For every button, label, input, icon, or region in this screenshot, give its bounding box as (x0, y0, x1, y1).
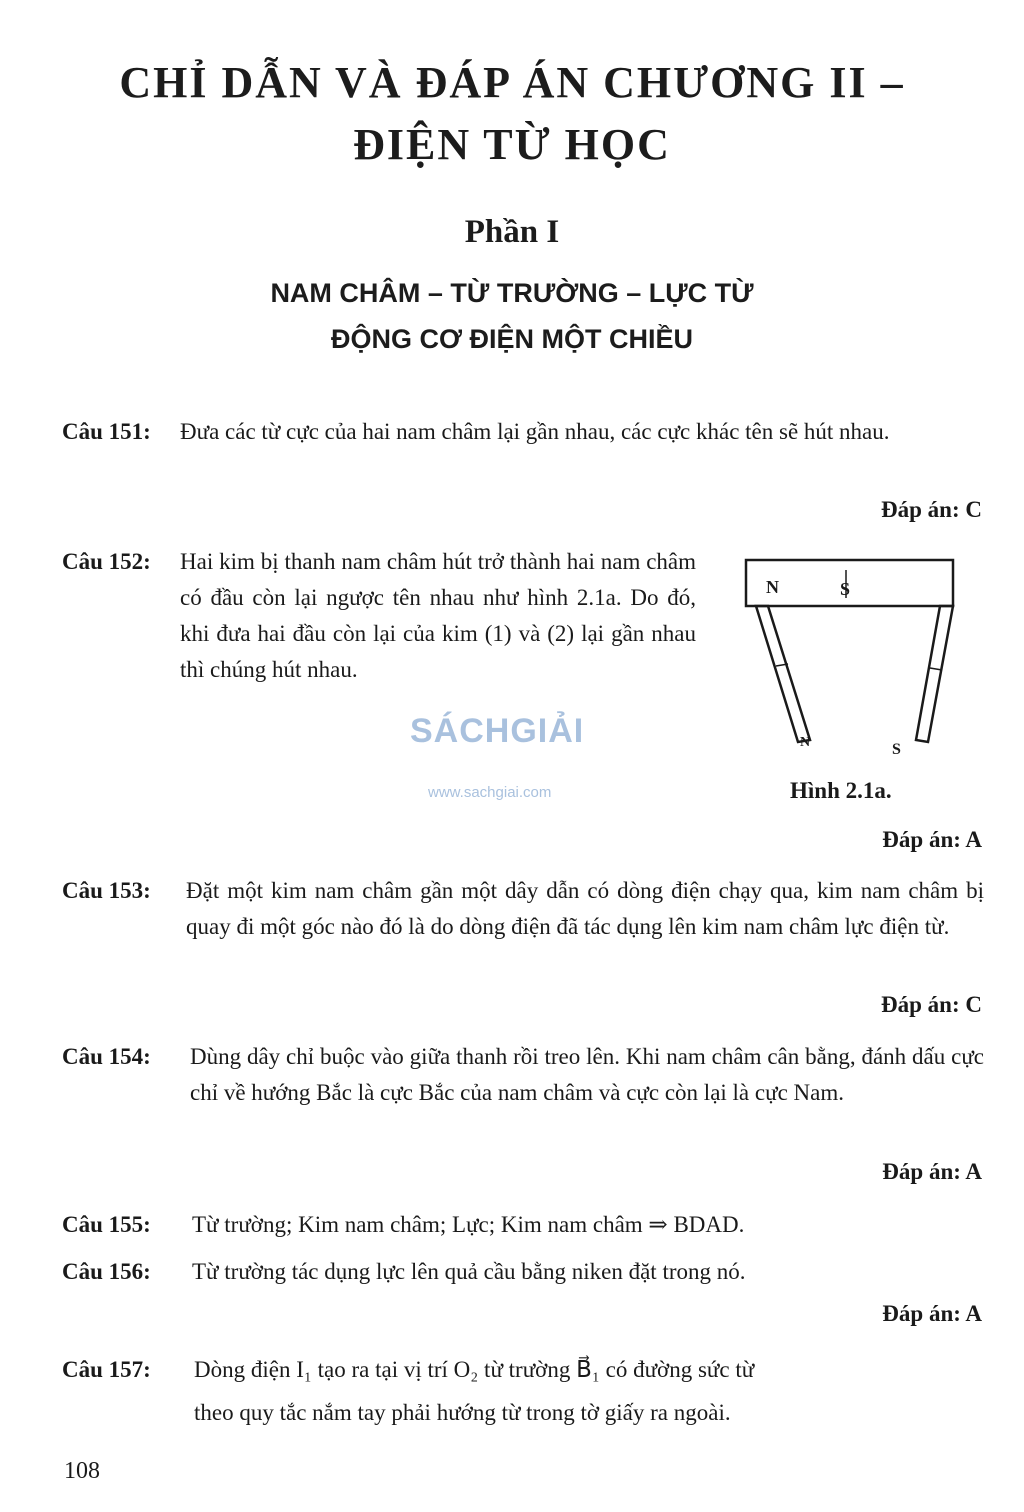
answer-152: Đáp án: A (882, 827, 982, 852)
watermark-brand: SÁCHGIẢI (410, 712, 585, 750)
question-text: Từ trường tác dụng lực lên quả cầu bằng niken đặt trong nó. (192, 1259, 746, 1284)
question-153 (62, 873, 984, 983)
section-title-line2: ĐỘNG CƠ ĐIỆN MỘT CHIỀU (330, 324, 694, 354)
question-157 (62, 1352, 984, 1442)
question-151 (62, 414, 984, 494)
section-title-line1: NAM CHÂM – TỪ TRƯỜNG – LỰC TỪ (270, 278, 754, 308)
question-text: Từ trường; Kim nam châm; Lực; Kim nam châm ⇒ BDAD. (192, 1212, 745, 1237)
question-text: Đưa các từ cực của hai nam châm lại gần nhau, các cực khác tên sẽ hút nhau. (180, 419, 890, 444)
answer-153: Đáp án: C (881, 992, 982, 1017)
question-156 (62, 1254, 984, 1294)
question-label: Câu 152: (62, 549, 151, 574)
chapter-title-line2: ĐIỆN TỪ HỌC (353, 120, 671, 169)
watermark-url: www.sachgiai.com (428, 784, 552, 801)
chapter-title (0, 52, 1024, 176)
question-label: Câu 156: (62, 1259, 151, 1284)
answer-156: Đáp án: A (882, 1301, 982, 1326)
question-text: Dùng dây chỉ buộc vào giữa thanh rồi treo lên. Khi nam châm cân bằng, đánh dấu cực chỉ về hướng Bắc là cực Bắc của nam châm và cực còn lại là cực Nam. (190, 1044, 984, 1105)
needle-2-s-label: S (892, 741, 901, 758)
question-label: Câu 157: (62, 1357, 151, 1382)
question-text-line1: Dòng điện I₁ tạo ra tại vị trí O₂ từ trường B⃗₁ có đường sức từ (194, 1357, 755, 1382)
chapter-title-line1: CHỈ DẪN VÀ ĐÁP ÁN CHƯƠNG II – (119, 58, 905, 107)
needle-2 (916, 606, 953, 742)
page-number: 108 (64, 1458, 100, 1484)
watermark (410, 712, 620, 802)
needle-1 (756, 606, 810, 742)
answer-151: Đáp án: C (881, 497, 982, 522)
question-text-line2: theo quy tắc nắm tay phải hướng từ trong tờ giấy ra ngoài. (194, 1400, 731, 1425)
bar-n-label: N (766, 577, 779, 597)
bar-s-label: S (840, 579, 851, 599)
needle-1-n-label: N (800, 735, 811, 750)
figure-magnet-needles (736, 548, 966, 768)
question-label: Câu 153: (62, 878, 151, 903)
figure-caption: Hình 2.1a. (790, 778, 892, 803)
question-text: Hai kim bị thanh nam châm hút trở thành hai nam châm có đầu còn lại ngược tên nhau như hình 2.1a. Do đó, khi đưa hai đầu còn lại của kim (1) và (2) lại gần nhau thì chúng hút nhau. (180, 549, 696, 682)
question-label: Câu 151: (62, 419, 151, 444)
question-152 (62, 544, 698, 724)
question-label: Câu 154: (62, 1044, 151, 1069)
part-title: Phần I (464, 214, 560, 250)
question-155 (62, 1207, 984, 1247)
answer-154: Đáp án: A (882, 1159, 982, 1184)
needle-2-mid (930, 668, 942, 670)
question-label: Câu 155: (62, 1212, 151, 1237)
question-154 (62, 1039, 984, 1149)
section-title (0, 270, 1024, 362)
question-text: Đặt một kim nam châm gần một dây dẫn có dòng điện chạy qua, kim nam châm bị quay đi một góc nào đó là do dòng điện đã tác dụng lên kim nam châm lực điện từ. (186, 878, 984, 939)
